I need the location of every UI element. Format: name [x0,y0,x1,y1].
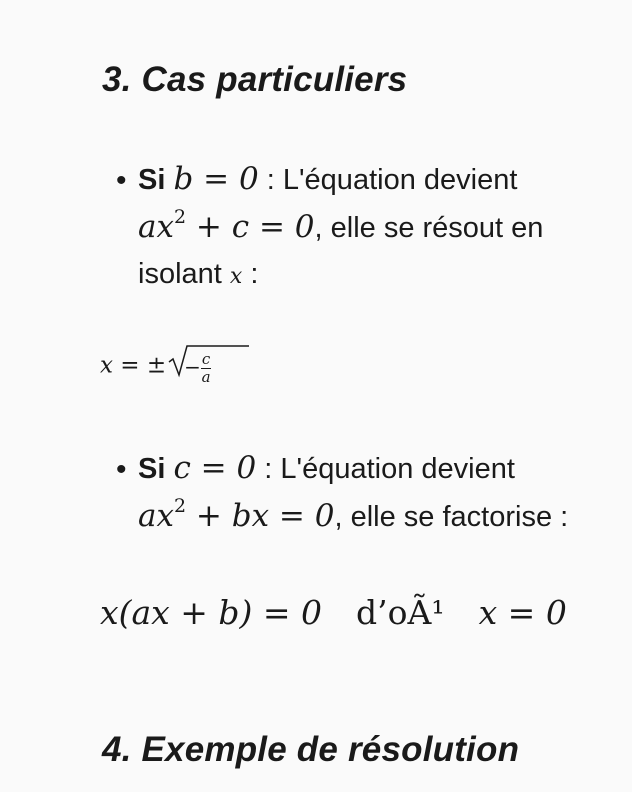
eq1-operator: = ± [112,352,167,379]
case-c-text-2: , elle se factorise : [334,501,569,533]
case-b-si: Si [138,164,166,196]
case-c-si: Si [138,453,166,485]
eq2-lhs: x(ax + b) = 0 [100,593,323,632]
case-b-line-2 [138,206,544,245]
case-c-eq-lhs: ax [138,498,174,534]
case-c-line-1 [138,450,515,486]
case-b-condition: b = 0 [173,161,259,197]
eq1-numerator: c [201,350,211,368]
case-b-eq-exponent: 2 [173,206,187,228]
section-3-heading: 3. Cas particuliers [102,60,408,99]
eq1-minus: − [184,355,201,379]
case-c-eq-rhs: + bx = 0 [186,498,335,534]
case-b-text-3a: isolant [138,258,230,290]
case-b-eq-rhs: + c = 0 [186,209,315,245]
case-c-eq-exponent: 2 [173,495,187,517]
case-c-equation [138,495,335,534]
case-b-text-1: : L'équation devient [258,164,518,196]
section-4-heading: 4. Exemple de résolution [102,730,520,769]
case-b-variable: x [229,264,243,289]
case-c-text-1: : L'équation devient [256,453,515,485]
square-root-symbol [168,348,211,385]
radical-sign-icon [168,344,250,378]
case-c-condition: c = 0 [173,450,257,486]
bullet-case-b: • [116,164,127,197]
case-b-text-2: , elle se résout en [314,212,544,244]
case-b-line-3 [138,260,258,289]
case-c-line-2 [138,495,569,534]
case-b-eq-lhs: ax [138,209,174,245]
eq1-lhs: x [100,352,113,379]
eq2-middle-text: d’oÃ¹ [356,593,445,632]
case-b-text-3b: : [242,258,259,290]
case-b-equation [138,206,315,245]
equation-square-root [100,348,211,385]
case-b-line-1 [138,161,518,197]
bullet-case-c: • [116,453,127,486]
equation-factored [100,593,567,632]
eq1-denominator: a [201,368,211,386]
eq2-rhs: x = 0 [478,593,567,632]
